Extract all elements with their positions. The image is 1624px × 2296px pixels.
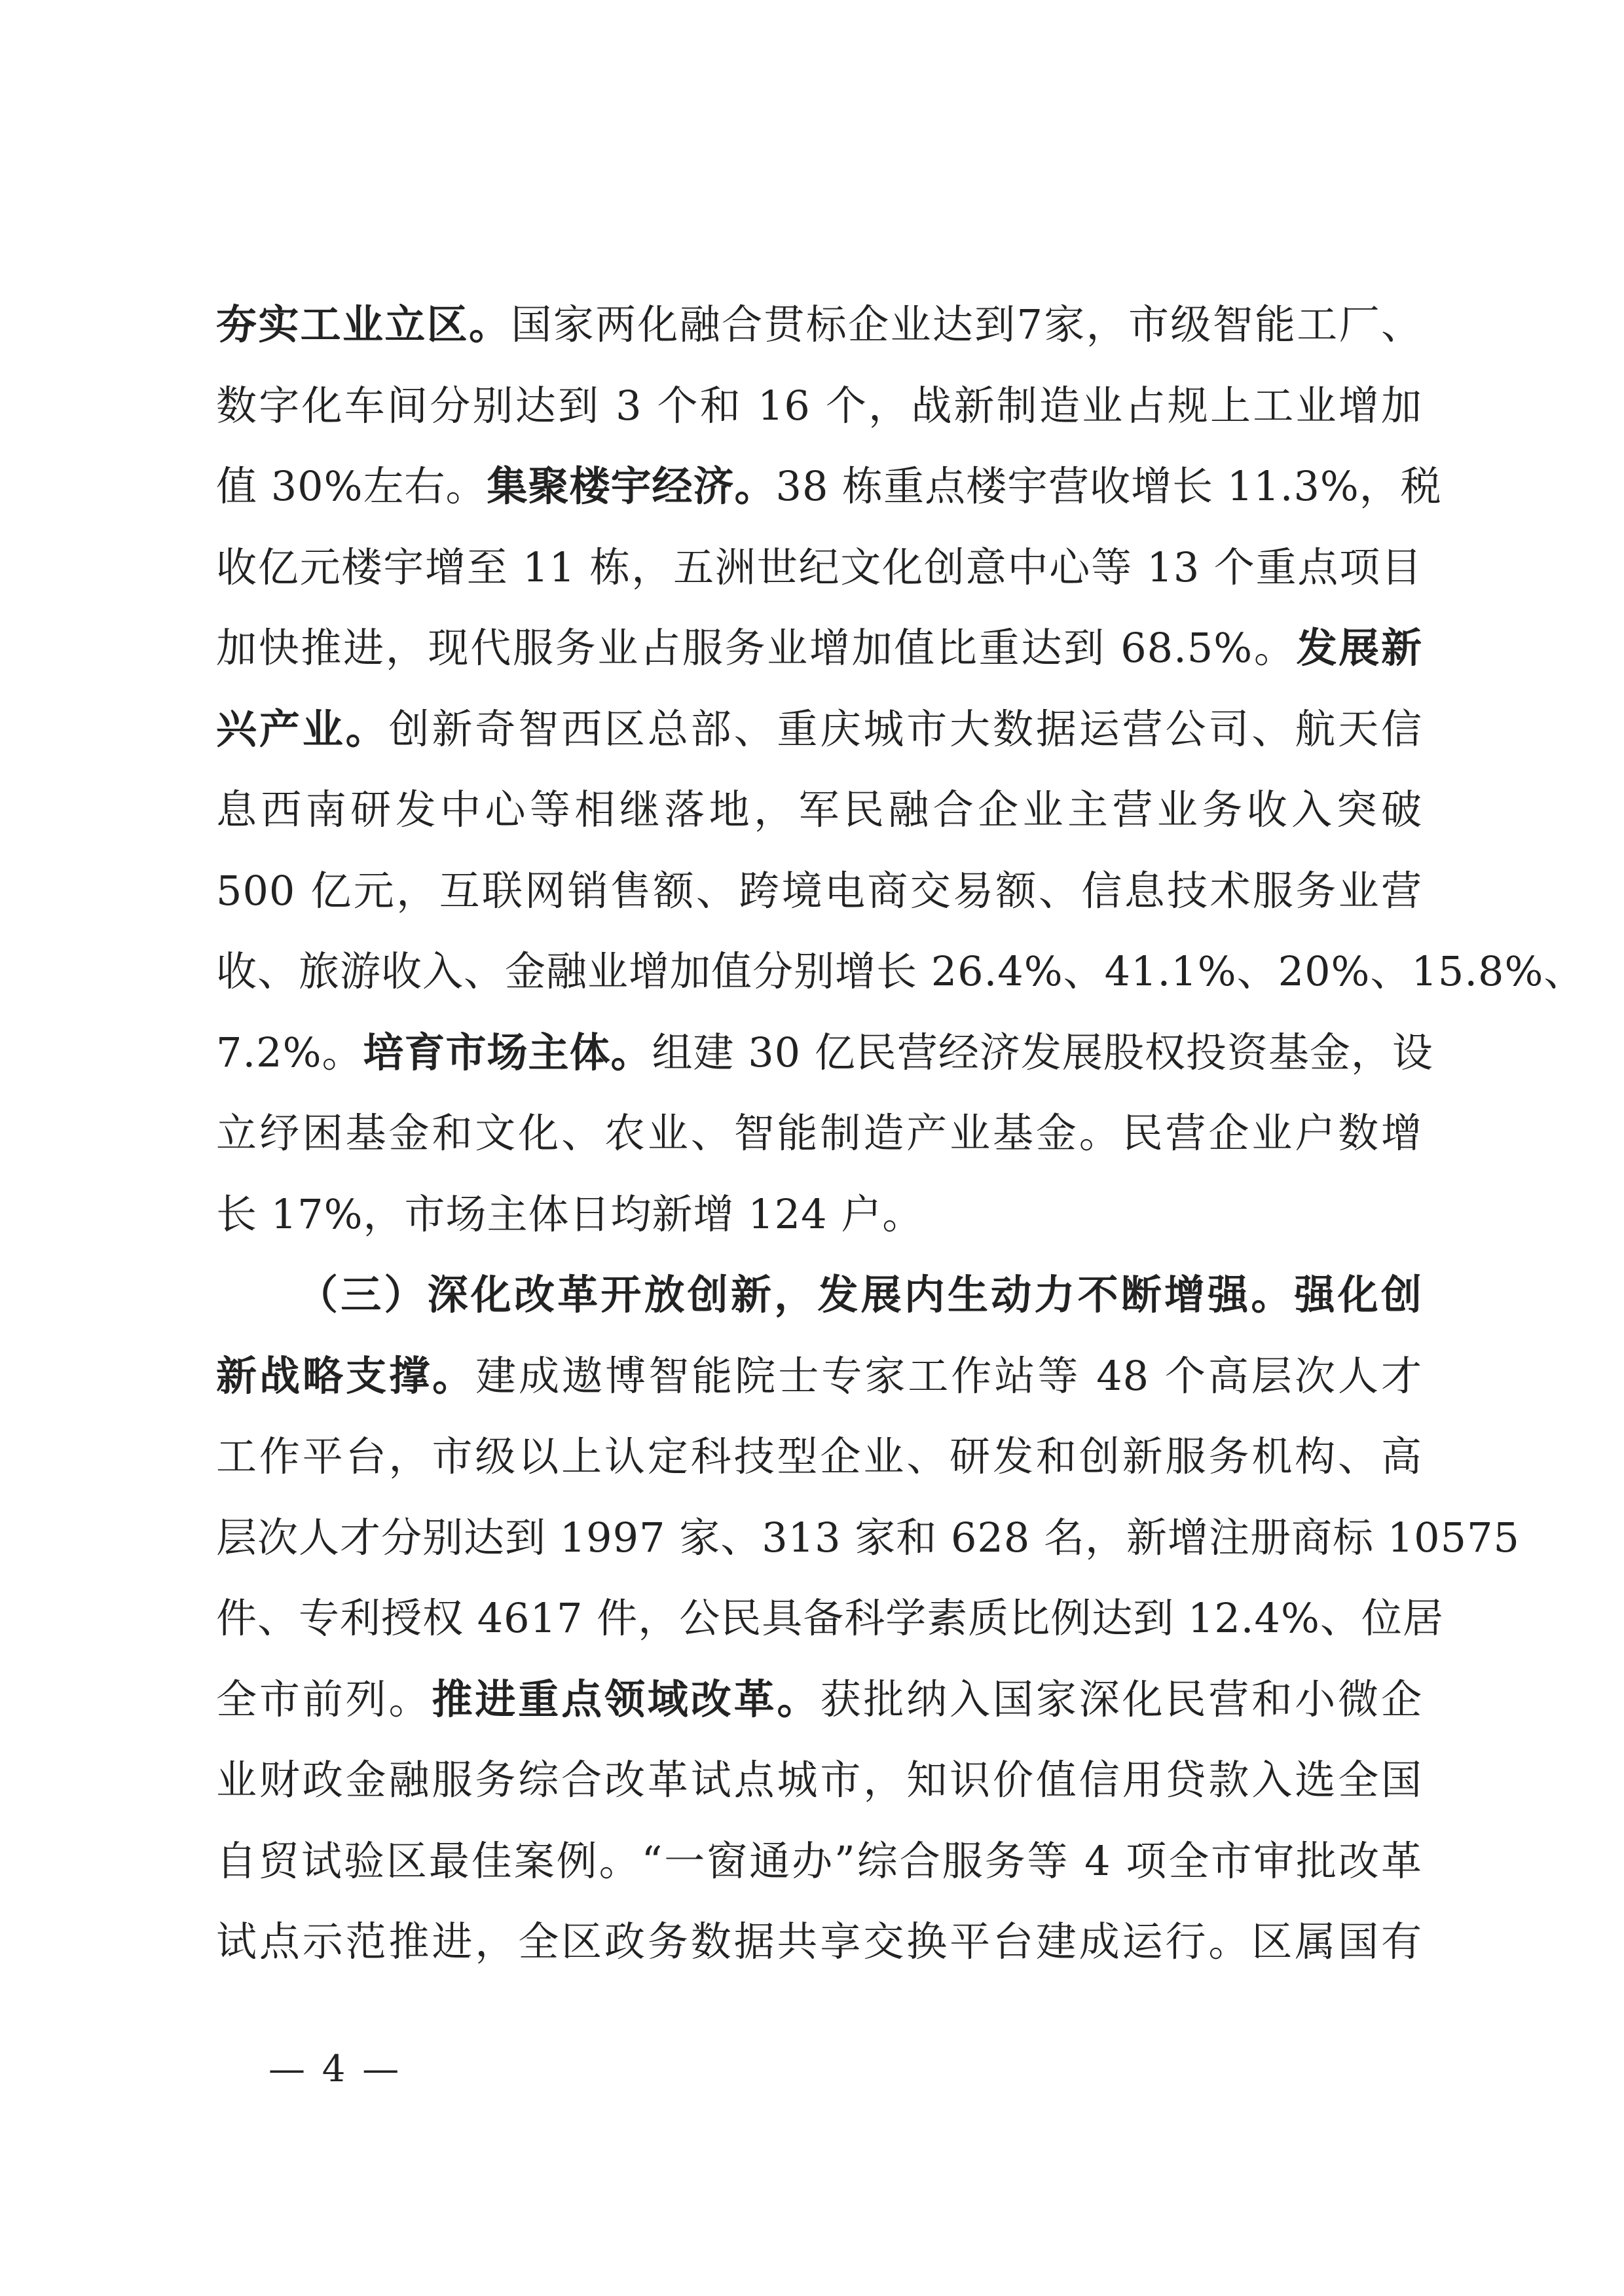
bold-heading-segment: （三）深化改革开放创新，发展内生动力不断增强。强化创 [297, 1271, 1422, 1319]
text-segment: 7.2%。 [216, 1028, 363, 1076]
text-line [216, 284, 1422, 365]
text-segment: 长 17%，市场主体日均新增 124 户。 [216, 1190, 924, 1238]
text-line [216, 1578, 1444, 1659]
text-segment: 国家两化融合贯标企业达到7家，市级智能工厂、 [511, 301, 1422, 348]
text-segment: 息西南研发中心等相继落地，军民融合企业主营业务收入突破 [216, 786, 1422, 833]
text-line [216, 1093, 1422, 1174]
bold-heading-segment: 发展新 [1296, 624, 1422, 672]
text-segment: 立纾困基金和文化、农业、智能制造产业基金。民营企业户数增 [216, 1109, 1422, 1157]
text-line [216, 1740, 1422, 1821]
text-segment: 层次人才分别达到 1997 家、313 家和 628 名，新增注册商标 10575 [216, 1513, 1520, 1561]
bold-heading-segment: 培育市场主体。 [363, 1028, 652, 1076]
text-line [216, 1416, 1422, 1497]
text-segment: 创新奇智西区总部、重庆城市大数据运营公司、航天信 [388, 704, 1422, 753]
text-line [216, 1254, 1422, 1336]
text-line [216, 769, 1422, 850]
bold-heading-segment: 夯实工业立区。 [216, 301, 511, 348]
text-segment: 建成遨博智能院士专家工作站等 48 个高层次人才 [475, 1351, 1422, 1400]
text-line [216, 446, 1442, 527]
text-segment: 自贸试验区最佳案例。“一窗通办”综合服务等 4 项全市审批改革 [216, 1836, 1422, 1885]
bold-heading-segment: 集聚楼宇经济。 [487, 462, 776, 510]
text-segment: 组建 30 亿民营经济发展股权投资基金，设 [652, 1028, 1433, 1076]
text-line [216, 689, 1422, 770]
text-line [216, 1336, 1422, 1417]
text-line [216, 1497, 1520, 1578]
text-line [216, 608, 1422, 689]
text-line [216, 1174, 1422, 1255]
text-segment: 38 栋重点楼宇营收增长 11.3%，税 [775, 462, 1442, 510]
text-segment: 全市前列。 [216, 1675, 432, 1723]
text-segment: 值 30%左右。 [216, 462, 487, 510]
text-segment: 数字化车间分别达到 3 个和 16 个，战新制造业占规上工业增加 [216, 381, 1422, 429]
text-line [216, 1659, 1422, 1740]
text-line [216, 527, 1422, 608]
text-segment: 试点示范推进，全区政务数据共享交换平台建成运行。区属国有 [216, 1918, 1422, 1965]
text-line [216, 365, 1422, 446]
body-text [216, 284, 1585, 1982]
text-segment: 件、专利授权 4617 件，公民具备科学素质比例达到 12.4%、位居 [216, 1594, 1444, 1642]
bold-heading-segment: 新战略支撑。 [216, 1351, 476, 1400]
text-line [216, 850, 1422, 932]
text-line [216, 1901, 1422, 1982]
text-segment: 收、旅游收入、金融业增加值分别增长 26.4%、41.1%、20%、15.8%、 [216, 947, 1585, 995]
page-number: — 4 — [268, 2048, 402, 2090]
text-segment: 500 亿元，互联网销售额、跨境电商交易额、信息技术服务业营 [216, 866, 1422, 915]
text-segment: 加快推进，现代服务业占服务业增加值比重达到 68.5%。 [216, 624, 1297, 672]
text-line [216, 1012, 1433, 1093]
text-segment: 收亿元楼宇增至 11 栋，五洲世纪文化创意中心等 13 个重点项目 [216, 543, 1422, 591]
bold-heading-segment: 兴产业。 [216, 704, 389, 753]
text-line [216, 931, 1585, 1012]
bold-heading-segment: 推进重点领域改革。 [432, 1675, 821, 1723]
text-segment: 工作平台，市级以上认定科技型企业、研发和创新服务机构、高 [216, 1432, 1422, 1480]
text-segment: 业财政金融服务综合改革试点城市，知识价值信用贷款入选全国 [216, 1756, 1422, 1804]
text-segment: 获批纳入国家深化民营和小微企 [820, 1675, 1422, 1723]
text-line [216, 1821, 1422, 1902]
